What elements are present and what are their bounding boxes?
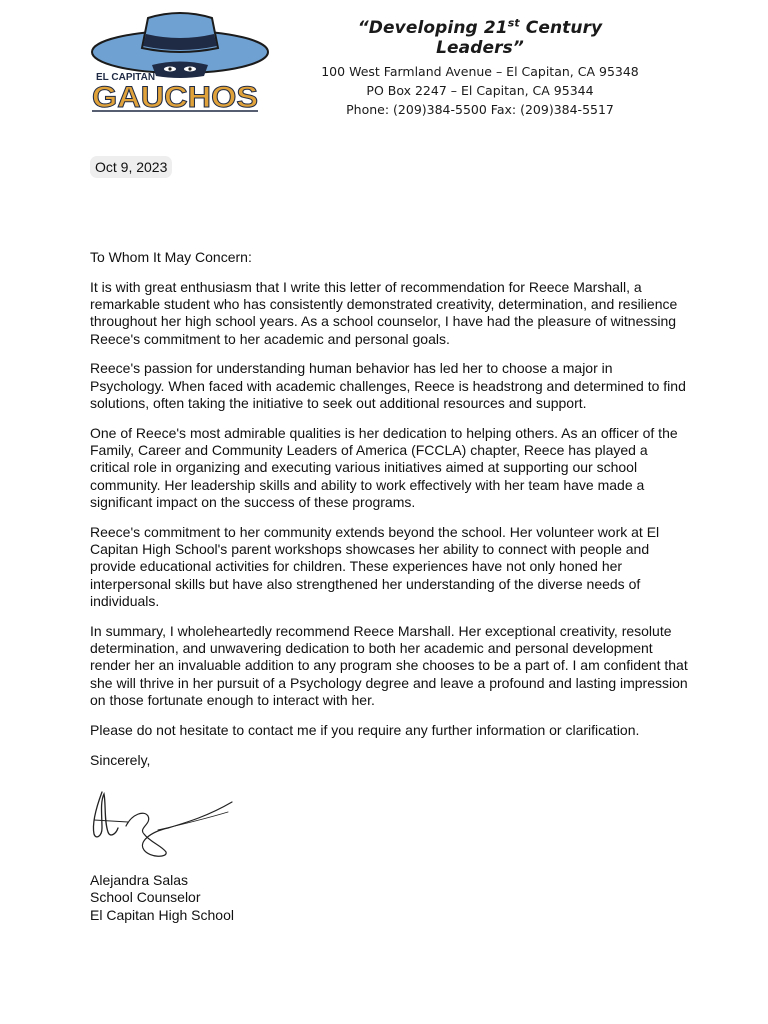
address-line-1: 100 West Farmland Avenue – El Capitan, CA 95348: [321, 64, 639, 79]
paragraph: In summary, I wholeheartedly recommend Reece Marshall. Her exceptional creativity, resolute determination, and unwavering dedication to both her academic and personal development render her an invaluable addition to any program she chooses to be a part of. I am confident that she will thrive in her pursuit of a Psychology degree and leave a profound and lasting impression on those fortunate enough to interact with her.: [90, 622, 688, 709]
signer-title: School Counselor: [90, 889, 201, 906]
salutation: To Whom It May Concern:: [90, 249, 252, 265]
closing: Sincerely,: [90, 751, 151, 768]
paragraph: Reece's passion for understanding human behavior has led her to choose a major in Psychology. When faced with academic challenges, Reece is headstrong and determined to find solutions, often taking the initiative to seek out additional resources and support.: [90, 360, 686, 412]
address-line-2: PO Box 2247 – El Capitan, CA 95344: [366, 83, 594, 98]
paragraph: One of Reece's most admirable qualities is her dedication to helping others. As an officer of the Family, Career and Community Leaders of America (FCCLA) chapter, Reece has played a critical role in organizing and executing various initiatives aimed at supporting our school community. Her leadership skills and ability to work effectively with her team have made a significant impact on the success of these programs.: [90, 424, 678, 511]
phone-fax-line: Phone: (209)384-5500 Fax: (209)384-5517: [346, 102, 614, 117]
motto-suffix: Century Leaders”: [436, 18, 603, 58]
logo-main-text: GAUCHOS: [92, 81, 258, 114]
signer-name: Alejandra Salas: [90, 872, 189, 888]
school-logo: [90, 10, 270, 115]
signature-icon: [88, 784, 238, 860]
motto-superscript: st: [507, 16, 520, 30]
letterhead: [320, 18, 640, 119]
gaucho-hat-icon: [90, 10, 270, 115]
school-motto: [320, 18, 640, 58]
paragraph: It is with great enthusiasm that I write this letter of recommendation for Reece Marshall, a remarkable student who has consistently demonstrated creativity, determination, and resilience throughout her high school years. As a school counselor, I have had the pleasure of witnessing Reece's commitment to her academic and personal goals.: [90, 278, 678, 347]
letter-body: [90, 249, 690, 781]
signer-block: [90, 872, 234, 924]
letter-date: Oct 9, 2023: [90, 156, 172, 178]
motto-prefix: “Developing 21: [357, 18, 508, 38]
paragraph: Please do not hesitate to contact me if you require any further information or clarification.: [90, 721, 640, 738]
logo-top-text: EL CAPITAN: [96, 72, 156, 83]
paragraph: Reece's commitment to her community extends beyond the school. Her volunteer work at El Capitan High School's parent workshops showcases her ability to connect with people and provide educational activities for children. These experiences have not only honed her interpersonal skills but have also strengthened her understanding of the diverse needs of individuals.: [90, 523, 660, 610]
signer-school: El Capitan High School: [90, 906, 234, 923]
handwritten-signature: [88, 784, 238, 860]
